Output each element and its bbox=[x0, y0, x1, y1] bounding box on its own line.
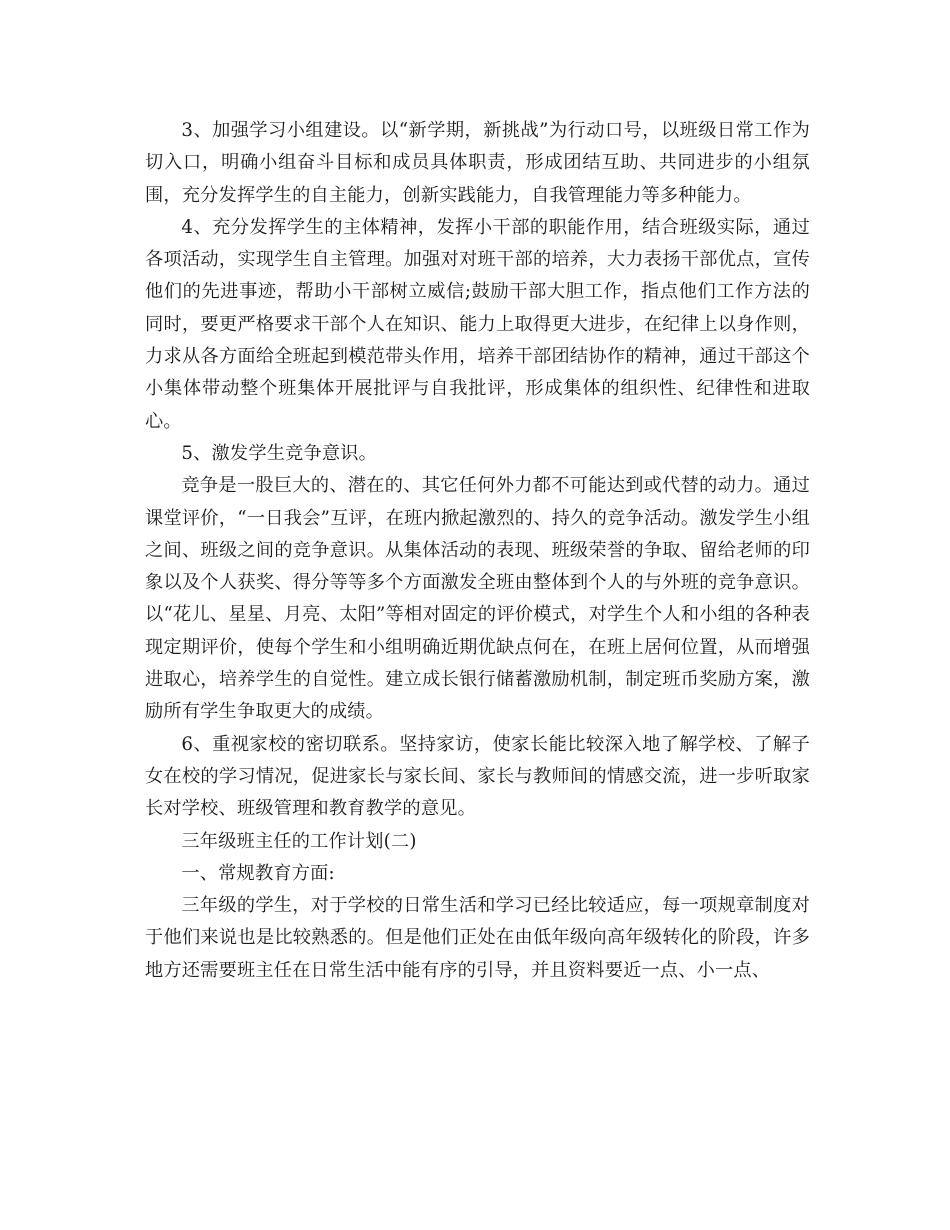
paragraph-student-leaders: 4、充分发挥学生的主体精神，发挥小干部的职能作用，结合班级实际，通过各项活动，实现学生自主管理。加强对对班干部的培养，大力表扬干部优点，宣传他们的先进事迹，帮助小干部树立威信;鼓励干部大胆工作，指点他们工作方法的同时，要更严格要求干部个人在知识、能力上取得更大进步，在纪律上以身作则，力求从各方面给全班起到模范带头作用，培养干部团结协作的精神，通过干部这个小集体带动整个班集体开展批评与自我批评，形成集体的组织性、纪律性和进取心。 bbox=[145, 216, 810, 432]
paragraph-routine-body: 三年级的学生，对于学校的日常生活和学习已经比较适应，每一项规章制度对于他们来说也是比较熟悉的。但是他们正处在由低年级向高年级转化的阶段，许多地方还需要班主任在日常生活中能有序的引导，并且资料要近一点、小一点、 bbox=[145, 895, 810, 981]
paragraph-competition-body: 竞争是一股巨大的、潜在的、其它任何外力都不可能达到或代替的动力。通过课堂评价，“一日我会”互评，在班内掀起激烈的、持久的竞争活动。激发学生小组之间、班级之间的竞争意识。从集体活动的表现、班级荣誉的争取、留给老师的印象以及个人获奖、得分等等多个方面激发全班由整体到个人的与外班的竞争意识。以“花儿、星星、月亮、太阳”等相对固定的评价模式，对学生个人和小组的各种表现定期评价，使每个学生和小组明确近期优缺点何在，在班上居何位置，从而增强进取心，培养学生的自觉性。建立成长银行储蓄激励机制，制定班币奖励方案，激励所有学生争取更大的成绩。 bbox=[145, 475, 810, 723]
subsection-heading-routine: 一、常规教育方面: bbox=[181, 862, 335, 884]
paragraph-study-groups: 3、加强学习小组建设。以“新学期，新挑战”为行动口号，以班级日常工作为切入口，明确小组奋斗目标和成员具体职责，形成团结互助、共同进步的小组氛围，充分发挥学生的自主能力，创新实践能力，自我管理能力等多种能力。 bbox=[145, 120, 810, 206]
section-title-plan-two: 三年级班主任的工作计划(二) bbox=[181, 830, 417, 852]
paragraph-competition-heading: 5、激发学生竞争意识。 bbox=[181, 442, 378, 464]
paragraph-home-school: 6、重视家校的密切联系。坚持家访，使家长能比较深入地了解学校、了解子女在校的学习情况，促进家长与家长间、家长与教师间的情感交流，进一步听取家长对学校、班级管理和教育教学的意见。 bbox=[145, 733, 810, 820]
document-body bbox=[145, 115, 810, 987]
